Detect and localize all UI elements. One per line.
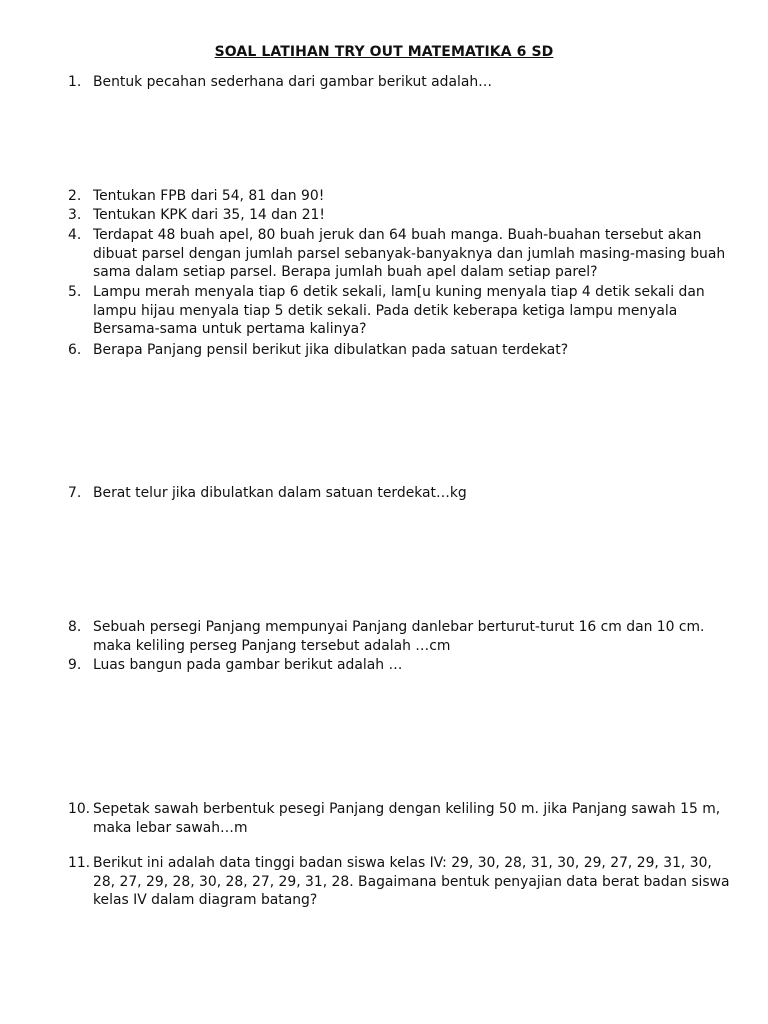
question-6 — [68, 341, 730, 360]
question-number: 5. — [68, 284, 82, 300]
question-number: 10. — [68, 801, 91, 817]
question-number: 9. — [68, 657, 82, 673]
question-number: 7. — [68, 485, 82, 501]
question-2 — [68, 187, 730, 206]
question-number: 2. — [68, 188, 82, 204]
question-number: 4. — [68, 227, 82, 243]
question-text: Sepetak sawah berbentuk pesegi Panjang dengan keliling 50 m. jika Panjang sawah 15 m, maka lebar sawah…m — [93, 801, 721, 836]
question-8 — [68, 618, 730, 655]
question-text: Berikut ini adalah data tinggi badan siswa kelas IV: 29, 30, 28, 31, 30, 29, 27, 29, 31, 30, 28, 27, 29, 28, 30, 28, 27, 29, 31, 28. Bagaimana bentuk penyajian data berat badan siswa kelas IV dalam diagram batang? — [93, 855, 730, 909]
question-3 — [68, 206, 730, 225]
question-text: Sebuah persegi Panjang mempunyai Panjang danlebar berturut-turut 16 cm dan 10 cm. maka keliling perseg Panjang tersebut adalah …cm — [93, 619, 705, 654]
question-9 — [68, 656, 730, 675]
question-number: 1. — [68, 74, 82, 90]
question-10 — [68, 800, 730, 837]
question-1 — [68, 73, 730, 92]
question-7 — [68, 484, 730, 503]
question-number: 3. — [68, 207, 82, 223]
question-number: 11. — [68, 855, 91, 871]
question-text: Berapa Panjang pensil berikut jika dibulatkan pada satuan terdekat? — [93, 342, 569, 358]
question-text: Terdapat 48 buah apel, 80 buah jeruk dan 64 buah manga. Buah-buahan tersebut akan dibuat parsel dengan jumlah parsel sebanyak-banyaknya dan jumlah masing-masing buah sama dalam setiap parsel. Berapa jumlah buah apel dalam setiap parel? — [93, 227, 726, 281]
question-number: 8. — [68, 619, 82, 635]
question-text: Luas bangun pada gambar berikut adalah … — [93, 657, 403, 673]
question-text: Lampu merah menyala tiap 6 detik sekali, lam[u kuning menyala tiap 4 detik sekali dan lampu hijau menyala tiap 5 detik sekali. Pada detik keberapa ketiga lampu menyala Bersama-sama untuk pertama kalinya? — [93, 284, 705, 338]
question-text: Tentukan KPK dari 35, 14 dan 21! — [93, 207, 325, 223]
question-5 — [68, 283, 730, 339]
question-11 — [68, 854, 730, 910]
question-text: Tentukan FPB dari 54, 81 dan 90! — [93, 188, 325, 204]
question-number: 6. — [68, 342, 82, 358]
question-text: Berat telur jika dibulatkan dalam satuan terdekat…kg — [93, 485, 467, 501]
question-4 — [68, 226, 730, 282]
page-title: SOAL LATIHAN TRY OUT MATEMATIKA 6 SD — [214, 44, 554, 60]
question-text: Bentuk pecahan sederhana dari gambar berikut adalah… — [93, 74, 493, 90]
